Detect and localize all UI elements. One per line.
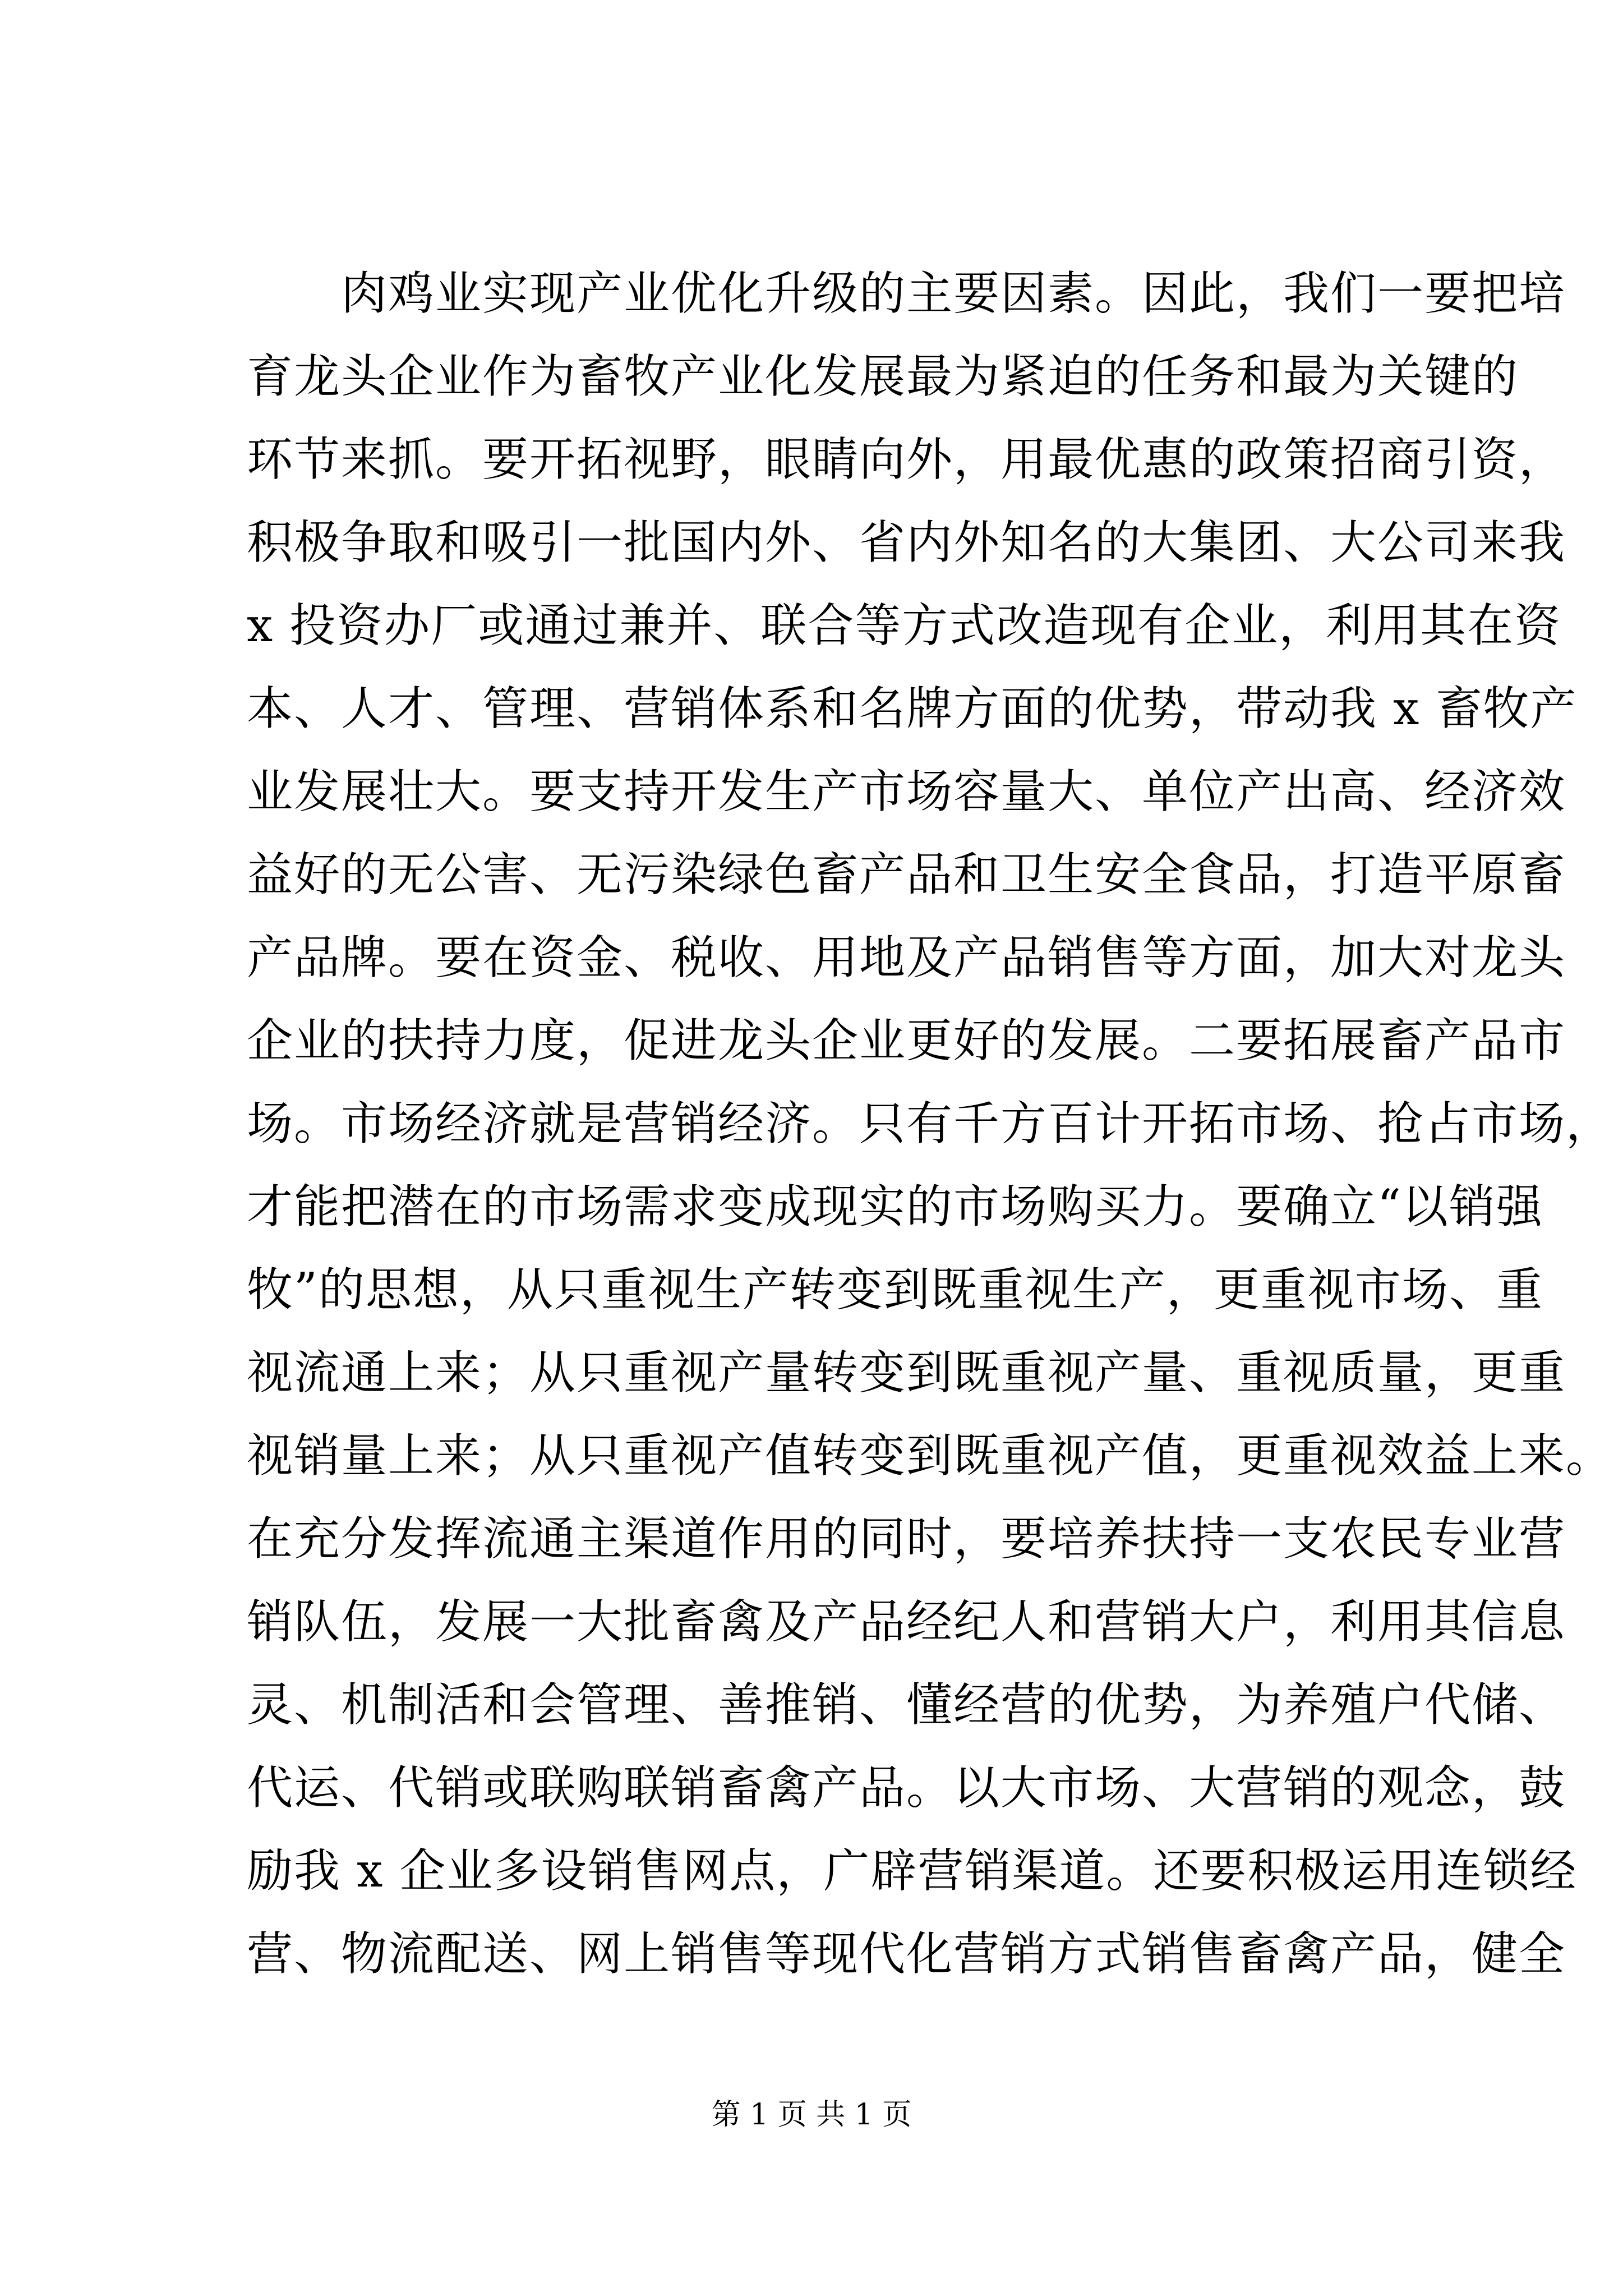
- text-line: 肉鸡业实现产业优化升级的主要因素。因此，我们一要把培: [341, 267, 1566, 320]
- text-line: 励我 x 企业多设销售网点，广辟营销渠道。还要积极运用连锁经: [247, 1844, 1578, 1898]
- text-line: 环节来抓。要开拓视野，眼睛向外，用最优惠的政策招商引资，: [247, 433, 1566, 486]
- text-line: 销队伍，发展一大批畜禽及产品经纪人和营销大户，利用其信息: [247, 1595, 1566, 1649]
- text-line: 在充分发挥流通主渠道作用的同时，要培养扶持一支农民专业营: [247, 1512, 1566, 1566]
- text-line: 育龙头企业作为畜牧产业化发展最为紧迫的任务和最为关键的: [247, 350, 1519, 403]
- text-line: 牧”的思想，从只重视生产转变到既重视生产，更重视市场、重: [247, 1263, 1543, 1317]
- body-paragraph: [247, 252, 1613, 1996]
- text-line: 代运、代销或联购联销畜禽产品。以大市场、大营销的观念，鼓: [247, 1761, 1566, 1815]
- page-footer: [0, 2095, 1623, 2134]
- text-line: 场。市场经济就是营销经济。只有千方百计开拓市场、抢占市场，: [247, 1097, 1613, 1151]
- text-line: 灵、机制活和会管理、善推销、懂经营的优势，为养殖户代储、: [247, 1678, 1566, 1732]
- text-line: 视流通上来；从只重视产量转变到既重视产量、重视质量，更重: [247, 1346, 1566, 1400]
- page-number-label: 第 1 页 共 1 页: [711, 2098, 912, 2132]
- text-line: 产品牌。要在资金、税收、用地及产品销售等方面，加大对龙头: [247, 931, 1566, 984]
- text-line: 企业的扶持力度，促进龙头企业更好的发展。二要拓展畜产品市: [247, 1014, 1566, 1068]
- text-line: 业发展壮大。要支持开发生产市场容量大、单位产出高、经济效: [247, 765, 1566, 818]
- text-line: x 投资办厂或通过兼并、联合等方式改造现有企业，利用其在资: [247, 599, 1562, 652]
- text-line: 积极争取和吸引一批国内外、省内外知名的大集团、大公司来我: [247, 516, 1566, 569]
- text-line: 营、物流配送、网上销售等现代化营销方式销售畜禽产品，健全: [247, 1927, 1566, 1981]
- text-line: 视销量上来；从只重视产值转变到既重视产值，更重视效益上来。: [247, 1429, 1613, 1483]
- text-line: 才能把潜在的市场需求变成现实的市场购买力。要确立“以销强: [247, 1180, 1543, 1234]
- text-line: 本、人才、管理、营销体系和名牌方面的优势，带动我 x 畜牧产: [247, 682, 1578, 735]
- text-line: 益好的无公害、无污染绿色畜产品和卫生安全食品，打造平原畜: [247, 848, 1566, 901]
